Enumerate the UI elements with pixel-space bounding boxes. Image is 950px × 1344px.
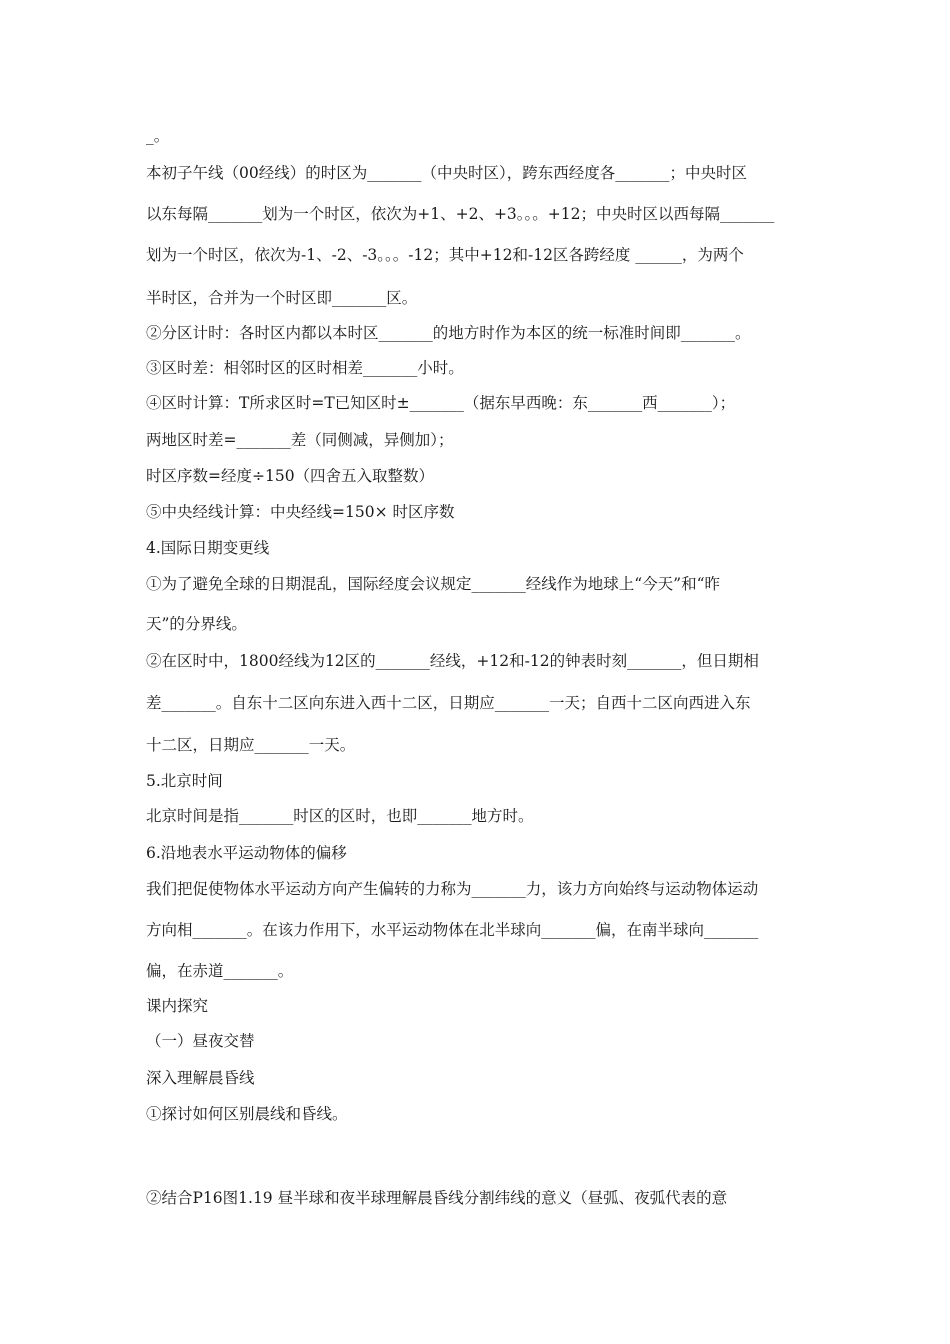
text-line: 北京时间是指_______时区的区时，也即_______地方时。 [146, 807, 534, 825]
section-heading: 6.沿地表水平运动物体的偏移 [146, 844, 347, 862]
text-line: 时区序数=经度÷150（四舍五入取整数） [146, 467, 435, 485]
text-line: ⑤中央经线计算：中央经线=150× 时区序数 [146, 503, 455, 521]
text-line: 划为一个时区，依次为-1、-2、-3。。。-12；其中+12和-12区各跨经度 ______，为两个 [146, 246, 744, 264]
text-line: 我们把促使物体水平运动方向产生偏转的力称为_______力，该力方向始终与运动物体运动 [146, 880, 759, 898]
section-heading: 课内探究 [146, 997, 209, 1015]
text-line: 天”的分界线。 [146, 615, 247, 633]
text-line: ②在区时中，1800经线为12区的_______经线，+12和-12的钟表时刻_______，但日期相 [146, 652, 759, 670]
text-line: ②结合P16图1.19 昼半球和夜半球理解晨昏线分割纬线的意义（昼弧、夜弧代表的意 [146, 1189, 728, 1207]
text-line: 本初子午线（00经线）的时区为_______（中央时区），跨东西经度各_______；中央时区 [146, 164, 747, 182]
text-line: ②分区计时：各时区内都以本时区_______的地方时作为本区的统一标准时间即_______。 [146, 324, 751, 342]
text-line: ①探讨如何区别晨线和昏线。 [146, 1105, 348, 1123]
section-heading: 5.北京时间 [146, 772, 223, 790]
section-heading: 4.国际日期变更线 [146, 539, 270, 557]
text-line: _。 [146, 127, 170, 145]
text-line: 方向相_______。在该力作用下，水平运动物体在北半球向_______偏，在南半球向_______ [146, 921, 759, 939]
text-line: 两地区时差=_______差（同侧减，异侧加）； [146, 431, 454, 449]
text-line: 十二区，日期应_______一天。 [146, 736, 356, 754]
subsection-heading: （一）昼夜交替 [146, 1032, 255, 1050]
text-line: ①为了避免全球的日期混乱，国际经度会议规定_______经线作为地球上“今天”和“昨 [146, 575, 721, 593]
text-line: 差_______。自东十二区向东进入西十二区，日期应_______一天；自西十二区向西进入东 [146, 694, 751, 712]
text-line: 以东每隔_______划为一个时区，依次为+1、+2、+3。。。+12；中央时区以西每隔_______ [146, 205, 775, 223]
text-line: ③区时差：相邻时区的区时相差_______小时。 [146, 359, 464, 377]
text-line: ④区时计算：T所求区时=T已知区时±_______（据东早西晚：东_______西_______）； [146, 394, 736, 412]
text-line: 偏，在赤道_______。 [146, 962, 294, 980]
text-line: 深入理解晨昏线 [146, 1069, 255, 1087]
text-line: 半时区，合并为一个时区即_______区。 [146, 289, 418, 307]
